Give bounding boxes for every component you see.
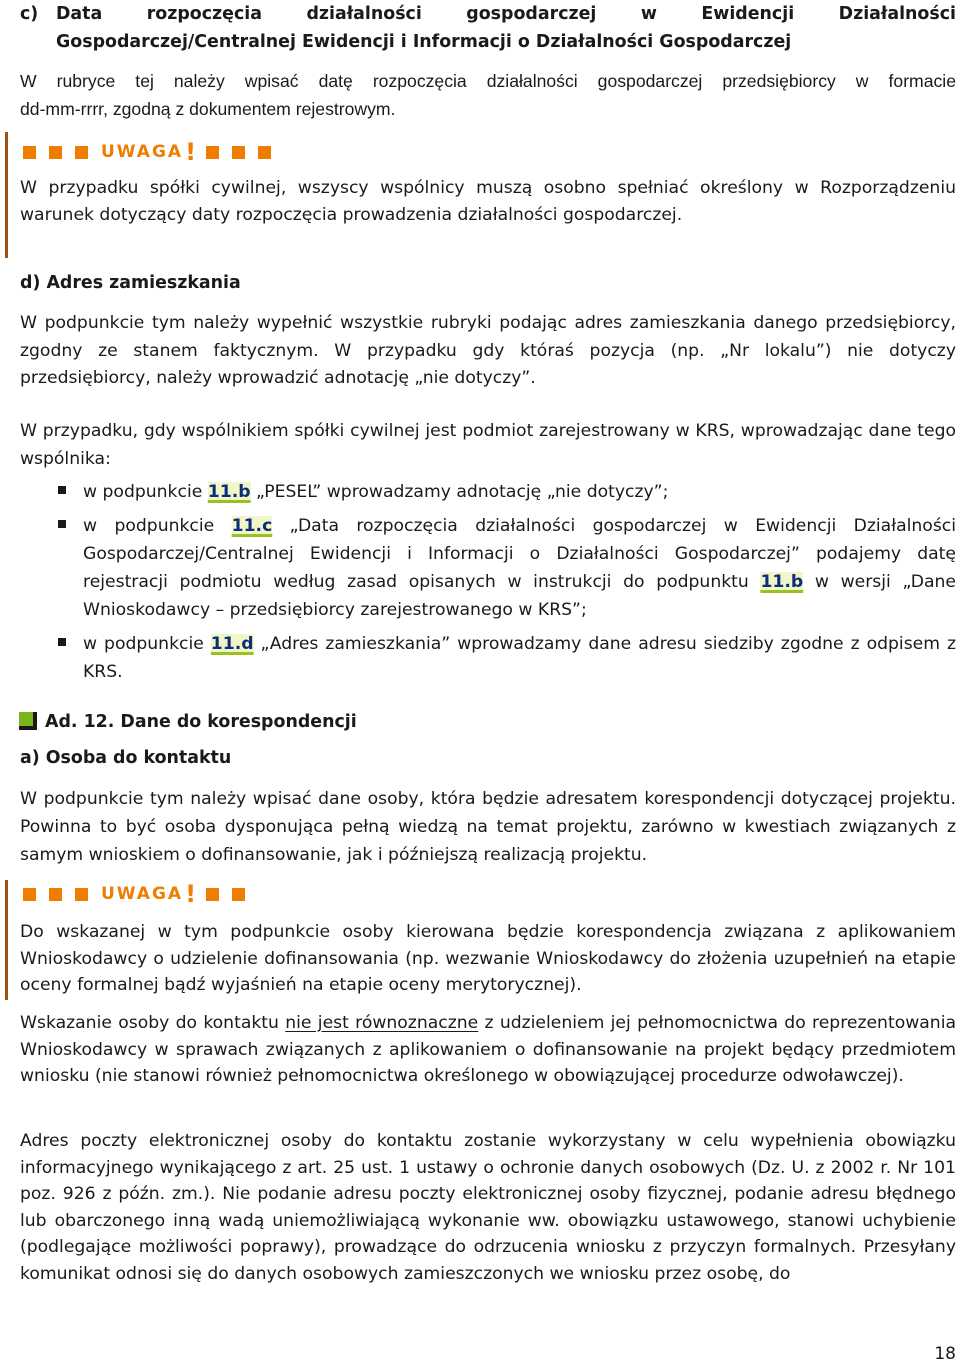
section-a-para1: W podpunkcie tym należy wpisać dane osoby, która będzie adresatem korespondencji dotyczącej projektu. Powinna to być osoba dysponująca pełną wiedzą na temat projektu, zarówno w kwestiach związanych z samym wnioskiem o dofinansowanie, jak i późniejszą realizacją projektu.: [20, 789, 956, 865]
orange-square-icon: [23, 146, 36, 159]
warning-label: UWAGA: [101, 884, 184, 904]
orange-square-icon: [49, 888, 62, 901]
bullet-1-ref-link[interactable]: 11.b: [207, 482, 251, 502]
page-number: 18: [934, 1344, 956, 1364]
orange-square-icon: [206, 146, 219, 159]
bullet-icon: [58, 638, 66, 646]
exclamation-icon: !: [185, 138, 197, 166]
bullet-3-pre: w podpunkcie: [83, 634, 211, 654]
bullet-item-1: [83, 478, 956, 506]
warning-1-sidebar: [5, 132, 8, 258]
orange-square-icon: [232, 146, 245, 159]
bullet-2-pre: w podpunkcie: [83, 516, 232, 536]
section-c-text-line1: W rubryce tej należy wpisać datę rozpoczęcia działalności gospodarczej przedsiębiorcy w formacie: [20, 71, 956, 91]
orange-square-icon: [75, 888, 88, 901]
section-c-label: c): [20, 4, 39, 24]
green-square-icon: [19, 712, 37, 730]
exclamation-icon: !: [185, 880, 197, 908]
orange-square-icon: [49, 146, 62, 159]
bullet-2-ref2-link[interactable]: 11.b: [760, 572, 804, 592]
warning-2-text: Do wskazanej w tym podpunkcie osoby kierowana będzie korespondencja związana z aplikowaniem Wnioskodawcy o udzielenie dofinansowania (np. wezwanie Wnioskodawcy do złożenia uzupełnień na etapie oceny formalnej bądź wyjaśnień na etapie oceny merytorycznej).: [20, 922, 956, 995]
ad12-heading: Ad. 12. Dane do korespondencji: [45, 712, 357, 732]
section-c-heading-line2: Gospodarczej/Centralnej Ewidencji i Informacji o Działalności Gospodarczej: [56, 32, 792, 52]
section-d-para2: W przypadku, gdy wspólnikiem spółki cywilnej jest podmiot zarejestrowany w KRS, wprowadzając dane tego wspólnika:: [20, 421, 956, 469]
bullet-2-post: w wersji „Dane Wnioskodawcy – przedsiębiorcy zarejestrowanego w KRS”;: [83, 572, 956, 620]
para-wskazanie-post: z udzieleniem jej pełnomocnictwa do reprezentowania Wnioskodawcy w sprawach związanych z aplikowaniem o dofinansowanie na projekt będący przedmiotem wniosku (nie stanowi również pełnomocnictwa określonego w obowiązującej procedurze odwoławczej).: [20, 1013, 956, 1087]
bullet-1-pre: w podpunkcie: [83, 482, 208, 502]
warning-1-text: W przypadku spółki cywilnej, wszyscy wspólnicy muszą osobno spełniać określony w Rozporządzeniu warunek dotyczący daty rozpoczęcia prowadzenia działalności gospodarczej.: [20, 178, 956, 225]
bullet-item-2: [83, 512, 956, 624]
para-wskazanie-pre: Wskazanie osoby do kontaktu: [20, 1013, 286, 1033]
bullet-icon: [58, 486, 66, 494]
bullet-icon: [58, 520, 66, 528]
warning-2-banner: [23, 880, 258, 908]
orange-square-icon: [258, 146, 271, 159]
bullet-2-ref-link[interactable]: 11.c: [231, 516, 273, 536]
bullet-item-3: [83, 630, 956, 686]
orange-square-icon: [206, 888, 219, 901]
warning-1-banner: [23, 138, 284, 166]
section-c-heading-line1: Data rozpoczęcia działalności gospodarczej w Ewidencji Działalności: [56, 4, 956, 24]
bullet-1-post: „PESEL” wprowadzamy adnotację „nie dotyczy”;: [250, 482, 669, 502]
bullet-3-post: „Adres zamieszkania” wprowadzamy dane adresu siedziby zgodne z odpisem z KRS.: [83, 634, 956, 682]
bullet-2-mid: „Data rozpoczęcia działalności gospodarczej w Ewidencji Działalności Gospodarczej/Centralnej Ewidencji i Informacji o Działalności Gospodarczej” podajemy datę rejestracji podmiotu według zasad opisanych w instrukcji do podpunktu: [83, 516, 956, 592]
section-c-text-line2: dd-mm-rrrr, zgodną z dokumentem rejestrowym.: [20, 99, 396, 119]
para-adres-poczty: Adres poczty elektronicznej osoby do kontaktu zostanie wykorzystany w celu wypełnienia obowiązku informacyjnego wynikającego z art. 25 ust. 1 ustawy o ochronie danych osobowych (Dz. U. z 2002 r. Nr 101 poz. 926 z późn. zm.). Nie podanie adresu poczty elektronicznej osoby fizycznej, podanie adresu błędnego lub obarczonego inną wadą uniemożliwiającą wykonanie ww. obowiązku ustawowego, stanowi uchybienie (podlegające możliwości poprawy), prowadzące do odrzucenia wniosku z przyczyn formalnych. Przesyłany komunikat odnosi się do danych osobowych zamieszczonych we wniosku przez osobę, do: [20, 1131, 956, 1284]
para-wskazanie: [20, 1010, 956, 1090]
section-c-heading: [20, 0, 956, 56]
orange-square-icon: [23, 888, 36, 901]
warning-2-sidebar: [5, 880, 8, 1000]
section-c-text: [20, 67, 956, 123]
section-d-para1: W podpunkcie tym należy wypełnić wszystkie rubryki podając adres zamieszkania danego przedsiębiorcy, zgodny ze stanem faktycznym. W przypadku gdy któraś pozycja (np. „Nr lokalu”) nie dotyczy przedsiębiorcy, należy wprowadzić adnotację „nie dotyczy”.: [20, 313, 956, 388]
orange-square-icon: [232, 888, 245, 901]
section-a-heading: a) Osoba do kontaktu: [20, 748, 232, 768]
warning-label: UWAGA: [101, 142, 184, 162]
section-d-heading: d) Adres zamieszkania: [20, 273, 241, 293]
para-wskazanie-underlined: nie jest równoznaczne: [285, 1013, 479, 1033]
bullet-3-ref-link[interactable]: 11.d: [210, 634, 254, 654]
orange-square-icon: [75, 146, 88, 159]
